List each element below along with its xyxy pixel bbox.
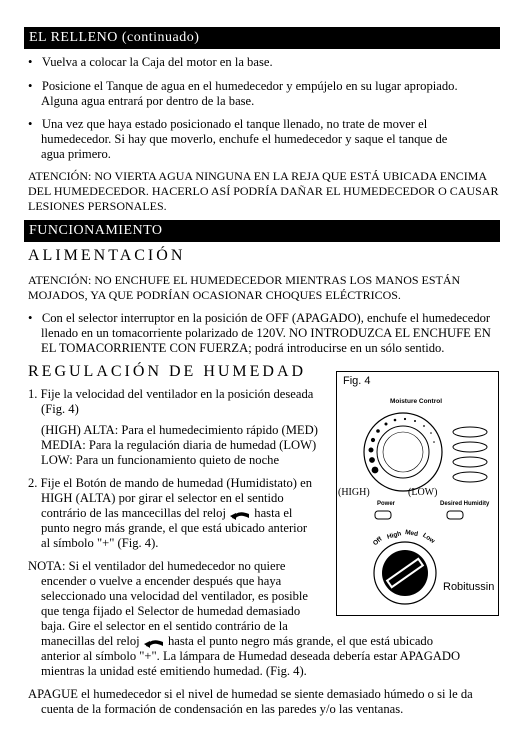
note-line: mientras la unidad esté emitiendo humedad. (Fig. 4). (41, 664, 307, 678)
counterclockwise-arrow-icon (229, 508, 251, 520)
figure-title: Fig. 4 (343, 375, 371, 387)
step-2-cont: HIGH (ALTA) por girar el selector en el sentido (41, 491, 284, 505)
step-1-cont: (Fig. 4) (41, 402, 79, 416)
list-item-cont: llenado en un tomacorriente polarizado de 120V. NO INTRODUZCA EL ENCHUFE EN (41, 326, 491, 340)
list-item-cont: agua primero. (41, 147, 111, 161)
step-2: 2. Fije el Botón de mando de humedad (Humidistato) en (28, 476, 313, 490)
power-lamp (375, 511, 391, 519)
warning-line: MOJADOS, YA QUE PODRÍAN OCASIONAR CHOQUES ELÉCTRICOS. (28, 288, 401, 302)
section-bar-relleno (24, 27, 500, 49)
list-item: • Una vez que haya estado posicionado el tanque llenado, no trate de mover el (28, 117, 428, 131)
desired-humidity-label: Desired Humidity (440, 501, 490, 507)
section-title: FUNCIONAMIENTO (29, 223, 163, 238)
list-item-cont: Alguna agua entrará por dentro de la base. (41, 94, 255, 108)
moisture-dial-ring (364, 413, 442, 491)
counterclockwise-arrow-icon (143, 636, 165, 648)
final-paragraph: APAGUE el humedecedor si el nivel de humedad se siente demasiado húmedo o si le da (28, 687, 473, 701)
moisture-dial-inner (383, 432, 423, 472)
figure-4 (336, 371, 499, 616)
setting-high: (HIGH) ALTA: Para el humedecimiento rápido (MED) (41, 423, 318, 437)
brand-logo: Robitussin (443, 581, 495, 593)
humidity-lamp (447, 511, 463, 519)
section-title: EL RELLENO (continuado) (29, 30, 200, 45)
heading-alimentacion: ALIMENTACIÓN (28, 247, 186, 264)
moisture-control-label: Moisture Control (390, 398, 442, 405)
knob-low-label: Low (421, 531, 436, 546)
step-2-cont: contrário de las mancecillas del reloj hasta el (41, 506, 293, 520)
warning-line: LESIONES PERSONALES. (28, 199, 167, 213)
high-label: (HIGH) (338, 487, 370, 498)
list-item: • Posicione el Tanque de agua en el humedecedor y empújelo en su lugar apropiado. (28, 79, 458, 93)
note-line: anterior al símbolo "+". La lámpara de Humedad deseada debería estar APAGADO (41, 649, 461, 663)
setting-med: MEDIA: Para la regulación diaria de humedad (LOW) (41, 438, 317, 452)
knob-off-label: Off (371, 535, 384, 548)
step-1: 1. Fije la velocidad del ventilador en la posición deseada (28, 387, 314, 401)
heading-regulacion: REGULACIÓN DE HUMEDAD (28, 363, 307, 380)
list-item-cont: humedecedor. Si hay que moverlo, enchufe el humedecedor y saque el tanque de (41, 132, 448, 146)
knob-med-label: Med (404, 528, 419, 539)
note-line: baja. Gire el selector en el sentido contrário de la (41, 619, 288, 633)
setting-low: LOW: Para un funcionamiento quieto de noche (41, 453, 280, 467)
note-line: manecillas del reloj hasta el punto negro más grande, el que está ubicado (41, 634, 434, 648)
list-item: • Vuelva a colocar la Caja del motor en la base. (28, 55, 273, 69)
moisture-dial-knob (377, 426, 429, 478)
note-line: encender o vuelve a encender después que haya (41, 574, 282, 588)
warning-line: DEL HUMEDECEDOR. HACERLO ASÍ PODRÍA DAÑAR EL HUMEDECEDOR O CAUSAR (28, 184, 499, 198)
section-bar-funcionamiento (24, 220, 500, 242)
step-2-cont: al símbolo "+" (Fig. 4). (41, 536, 159, 550)
final-paragraph-cont: cuenta de la formación de condensación en las paredes y/o las ventanas. (41, 702, 404, 716)
step-2-cont: punto negro más grande, el que está ubicado anterior (41, 521, 308, 535)
warning-line: ATENCIÓN: NO VIERTA AGUA NINGUNA EN LA REJA QUE ESTÁ UBICADA ENCIMA (28, 169, 488, 183)
note-line: que tenga fijado el Selector de humedad demasiado (41, 604, 301, 618)
note-line: seleccionado una velocidad del ventilador, es posible (41, 589, 309, 603)
knob-high-label: High (386, 530, 403, 541)
note-line: NOTA: Si el ventilador del humedecedor no quiere (28, 559, 286, 573)
low-label: (LOW) (408, 487, 438, 498)
power-label: Power (377, 501, 396, 507)
list-item-cont: EL TOMACORRIENTE CON FUERZA; podrá introducirse en un sólo sentido. (41, 341, 445, 355)
list-item: • Con el selector interruptor en la posición de OFF (APAGADO), enchufe el humedecedor (28, 311, 491, 325)
warning-line: ATENCIÓN: NO ENCHUFE EL HUMEDECEDOR MIENTRAS LOS MANOS ESTÁN (28, 273, 461, 287)
